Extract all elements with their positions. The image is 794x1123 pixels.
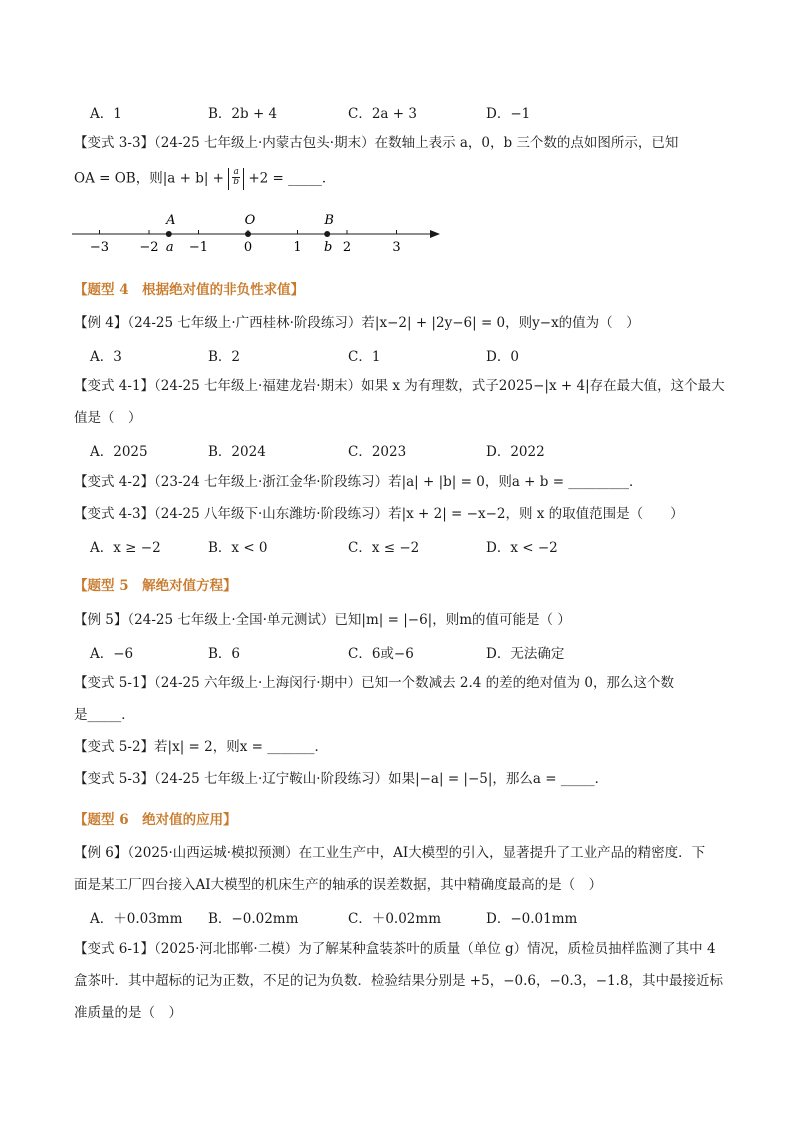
example-tag: 【例 5】 [74,612,128,628]
example-6-line1 [74,844,705,862]
option-d: D．−0.01mm [486,911,578,927]
example-tag: 【例 6】 [74,845,128,861]
variant-tag: 【变式 5-1】 [74,675,155,691]
variant-6-1-line1 [74,940,716,958]
q3-options [90,102,650,120]
question-text: +2 = _____． [248,170,336,187]
variant-tag: 【变式 5-2】 [74,739,155,755]
option-c: C．2a + 3 [348,106,417,122]
variant-5-1-line1 [74,674,674,692]
option-d: D．x < −2 [486,540,558,556]
option-b: B．2b + 4 [208,106,278,122]
section-heading-5: 【题型 5 解绝对值方程】 [74,578,237,594]
point-label: A [166,213,176,228]
example-tag: 【例 4】 [74,315,128,331]
example-5 [74,611,571,629]
point-label: O [244,213,256,228]
option-a: A．x ≥ −2 [90,540,161,556]
number-line [0,205,794,265]
question-text: （2025·山西运城·模拟预测）在工业生产中，AI大模型的引入，显著提升了工业产品的精密度．下 [127,845,706,861]
variant-6-1-line3: 准质量的是（ ） [74,1005,182,1021]
variant-tag: 【变式 6-1】 [74,941,155,957]
axis-arrow [430,230,440,238]
option-c: C．＋0.02mm [348,911,441,927]
option-b: B．6 [208,646,241,662]
section-heading-4: 【题型 4 根据绝对值的非负性求值】 [74,282,305,298]
option-c: C．2023 [348,444,407,460]
variant-tag: 【变式 4-1】 [74,378,155,394]
question-text: （23-24 七年级上·浙江金华·阶段练习）若|a| + |b| = 0，则a + b = _________． [154,474,643,490]
tick-label: 3 [392,240,401,255]
question-text: （24-25 七年级上·内蒙古包头·期末）在数轴上表示 a，0，b 三个数的点如图所示，已知 [154,135,679,151]
point-value-label: b [324,240,333,255]
option-a: A．1 [90,106,122,122]
option-d: D．无法确定 [486,646,565,662]
variant-4-2 [74,473,643,491]
point-value-label: a [165,240,174,255]
point-marker [245,231,251,237]
variant-6-1-line2: 盒茶叶．其中超标的记为正数，不足的记为负数．检验结果分别是 +5，−0.6，−0.3，−1.8，其中最接近标 [74,973,724,989]
question-text: （24-25 八年级下·山东潍坊·阶段练习）若|x + 2| = −x−2，则 x 的取值范围是（ ） [154,506,684,522]
point-label: B [324,213,334,228]
variant-3-3-line2 [74,168,335,190]
variant-tag: 【变式 4-2】 [74,474,155,490]
variant-5-2 [74,738,328,756]
question-text: （24-25 七年级上·福建龙岩·期末）如果 x 为有理数，式子2025−|x + 4|存在最大值，这个最大 [154,378,725,394]
tick-label: −1 [188,240,209,255]
point-marker [324,231,330,237]
variant-4-1-options [90,440,650,458]
section-heading-6: 【题型 6 绝对值的应用】 [74,812,237,828]
variant-4-1-line1 [74,377,725,395]
option-a: A．2025 [90,444,148,460]
example-4-options [90,345,650,363]
option-a: A．＋0.03mm [90,911,183,927]
option-a: A．3 [90,349,122,365]
question-text: OA = OB，则|a + b| + [74,170,224,187]
example-5-options [90,642,650,660]
tick-label: −3 [89,240,110,255]
question-text: （24-25 七年级上·广西桂林·阶段练习）若|x−2| + |2y−6| = 0，则y−x的值为（ ） [127,315,640,331]
question-text: （24-25 七年级上·全国·单元测试）已知|m| = |−6|，则m的值可能是（ ） [127,612,571,628]
question-text: 若|x| = 2，则x = _______． [154,739,328,755]
variant-tag: 【变式 4-3】 [74,506,155,522]
option-b: B．−0.02mm [208,911,299,927]
tick-label: 0 [243,240,253,255]
point-marker [166,231,172,237]
example-6-line2: 面是某工厂四台接入AI大模型的机床生产的轴承的误差数据，其中精确度最高的是（ ） [74,877,603,893]
option-b: B．2024 [208,444,266,460]
option-b: B．x < 0 [208,540,268,556]
question-text: （2025·河北邯郸·二模）为了解某种盒装茶叶的质量（单位 g）情况，质检员抽样监测了其中 4 [154,941,716,957]
variant-5-1-line2: 是_____． [74,707,135,723]
option-c: C．6或−6 [348,646,414,662]
tick-label: 1 [293,240,302,255]
variant-4-3-options [90,536,650,554]
option-c: C．1 [348,349,381,365]
variant-3-3-line1 [74,134,678,152]
question-text: （24-25 七年级上·辽宁鞍山·阶段练习）如果|−a| = |−5|，那么a = _____． [154,771,609,787]
example-4 [74,314,640,332]
fraction-denominator: b [233,177,240,187]
question-text: （24-25 六年级上·上海闵行·期中）已知一个数减去 2.4 的差的绝对值为 0，那么这个数 [154,675,675,691]
tick-label: −2 [139,240,159,255]
variant-tag: 【变式 3-3】 [74,135,155,151]
variant-4-3 [74,505,684,523]
tick-label: 2 [342,240,352,255]
abs-fraction [228,168,244,190]
variant-4-1-line2: 值是（ ） [74,410,142,426]
option-b: B．2 [208,349,241,365]
option-c: C．x ≤ −2 [348,540,420,556]
option-d: D．2022 [486,444,545,460]
option-a: A．−6 [90,646,134,662]
fraction-numerator: a [233,167,239,177]
fraction [232,168,240,187]
variant-5-3 [74,770,608,788]
variant-tag: 【变式 5-3】 [74,771,155,787]
example-6-options [90,907,650,925]
option-d: D．0 [486,349,519,365]
option-d: D．−1 [486,106,531,122]
